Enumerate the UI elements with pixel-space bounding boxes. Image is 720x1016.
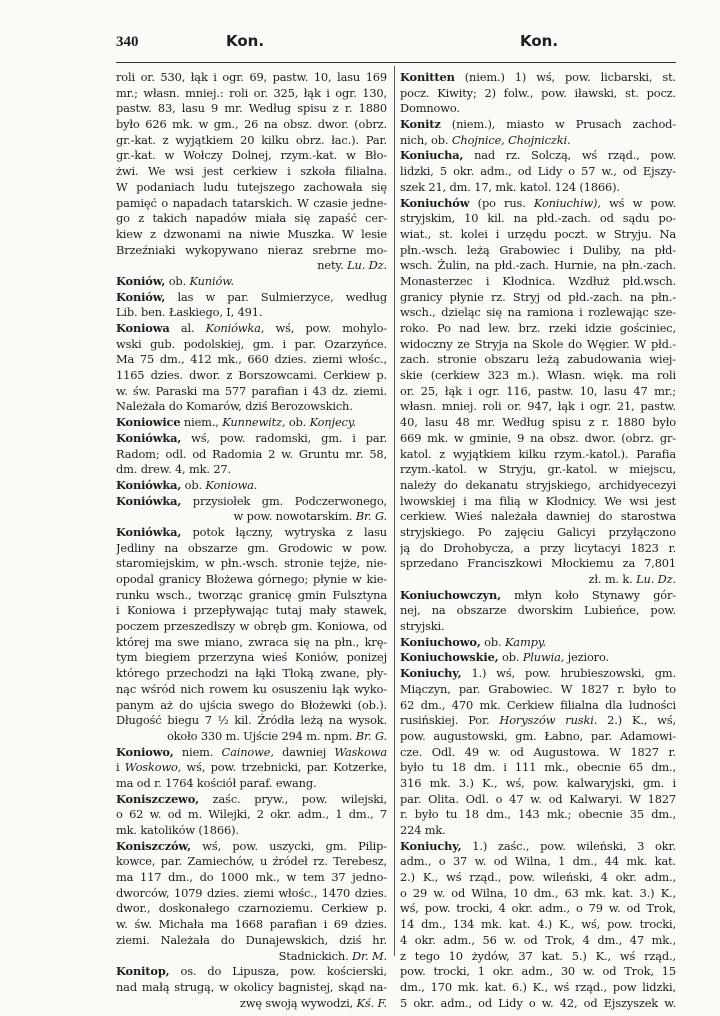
- right-column: [400, 70, 676, 1011]
- text-line: [400, 525, 676, 541]
- text-line: [116, 117, 387, 133]
- line-text: kowce, par. Zamiechów, u źródeł rz. Terebesz,: [116, 854, 387, 869]
- line-text: dm., 170 mk. kat. 6.) K., wś rząd., pow lidzki,: [400, 979, 676, 994]
- text-line: [116, 148, 387, 164]
- line-text: W podaniach ludu tutejszego zachowała się: [116, 179, 387, 194]
- line-text: ob.: [165, 273, 190, 288]
- line-text: w pow. nowotarskim.: [233, 509, 353, 524]
- text-line: [400, 713, 676, 729]
- text-line: [116, 603, 387, 619]
- text-line: [400, 384, 676, 400]
- left-column: [116, 70, 387, 1011]
- line-text: zaśc. pryw., pow. wilejski,: [198, 791, 387, 806]
- line-text: Domnowo.: [400, 101, 460, 116]
- line-text: pamięć o napadach tatarskich. W czasie jedne-: [116, 195, 387, 210]
- line-text: niem.: [173, 744, 222, 759]
- line-text: lwowskiej i ma filią w Kłodnicy. We wsi jest: [400, 493, 676, 508]
- line-text: nej, na obszarze dworskim Lubieńce, pow.: [400, 603, 676, 618]
- entry-headword: Koniszczewo,: [116, 791, 199, 806]
- line-text: Jedliny na obszarze gm. Grodowic w pow.: [116, 540, 387, 555]
- text-line: [116, 211, 387, 227]
- line-text: (po rus.: [469, 195, 534, 210]
- text-line: [400, 980, 676, 996]
- line-text: Ma 75 dm., 412 mk., 660 dzies. ziemi włośc.,: [116, 352, 387, 367]
- text-line: [400, 509, 676, 525]
- line-text: ją do Drohobycza, a przy licytacyi 1823 r.: [400, 540, 676, 555]
- italic-text: Cainowe,: [221, 744, 274, 759]
- text-line: [116, 996, 387, 1012]
- line-text: wś, pow. trzebnicki, par. Kotzerke,: [181, 760, 387, 775]
- running-head-left: Kon.: [226, 32, 265, 50]
- line-text: pow. trocki, 1 okr. adm., 30 w. od Trok, 15: [400, 964, 676, 979]
- line-text: rusińskiej. Por.: [400, 713, 500, 728]
- line-text: 62 dm., 470 mk. Cerkiew filialna dla ludności: [400, 697, 676, 712]
- text-line: [400, 196, 676, 212]
- text-line: [116, 525, 387, 541]
- line-text: pow. augustowski, gm. Łabno, par. Adamowi-: [400, 728, 676, 743]
- text-line: [116, 447, 387, 463]
- text-line: [400, 776, 676, 792]
- line-text: go z takich napadów miała się zapaść cer-: [116, 211, 387, 226]
- text-line: [116, 164, 387, 180]
- line-text: 2.) K., wś rząd., pow. wileński, 4 okr. adm.,: [400, 870, 676, 885]
- entry-headword: Koniowo,: [116, 744, 174, 759]
- text-line: [400, 635, 676, 651]
- line-text: 1.) wś, pow. hrubieszowski, gm.: [461, 666, 676, 681]
- line-text: poczem przeszedłszy w obręb gm. Koniowa, od: [116, 619, 387, 634]
- text-line: [116, 196, 387, 212]
- entry-headword: Koniuchowo,: [400, 634, 481, 649]
- line-text: 14 dm., 134 mk. kat. 4.) K., wś, pow. trocki,: [400, 917, 676, 932]
- italic-text: Koniowa.: [205, 477, 258, 492]
- text-line: [400, 729, 676, 745]
- text-line: [116, 901, 387, 917]
- line-text: 40, lasu 48 mr. Według spisu z r. 1880 było: [400, 415, 676, 430]
- line-text: w. św. Paraski ma 577 parafian i 43 dz. ziemi.: [116, 383, 387, 398]
- text-line: [400, 792, 676, 808]
- text-line: [116, 807, 387, 823]
- text-line: [400, 917, 676, 933]
- line-text: Brzeźniaki wykopywano nieraz srebrne mo-: [116, 242, 387, 257]
- italic-text: Kampy.: [504, 634, 546, 649]
- line-text: pastw. 83, lasu 9 mr. Według spisu z r. 1880: [116, 101, 387, 116]
- text-line: [116, 337, 387, 353]
- text-line: [116, 949, 387, 965]
- line-text: wś, pow. radomski, gm. i par.: [181, 430, 387, 445]
- text-line: [116, 227, 387, 243]
- text-line: [400, 101, 676, 117]
- line-text: dawniej: [273, 744, 335, 759]
- line-text: żwi. We wsi jest cerkiew i szkoła filialna.: [116, 164, 387, 179]
- text-line: [400, 274, 676, 290]
- line-text: własn. mniej. roli or. 947, łąk i ogr. 21, pastw.: [400, 399, 676, 414]
- line-text: szek 21, dm. 17, mk. katol. 124 (1866).: [400, 179, 620, 194]
- line-text: nich, ob.: [400, 132, 452, 147]
- line-text: r. było tu 18 dm., 143 mk.; obecnie 35 dm.,: [400, 807, 676, 822]
- text-line: [116, 745, 387, 761]
- text-line: [116, 86, 387, 102]
- text-line: [400, 760, 676, 776]
- line-text: dwor., doskonałego czarnoziemu. Cerkiew p.: [116, 901, 387, 916]
- line-text: ma od r. 1764 kościół paraf. ewang.: [116, 775, 317, 790]
- line-text: z tego 10 żydów, 37 kat. 5.) K., wś rząd.,: [400, 948, 676, 963]
- line-text: wski gub. podolskiej, gm. i par. Ozarzyńce.: [116, 336, 387, 351]
- line-text: Lib. ben. Łaskiego, I, 491.: [116, 305, 263, 320]
- text-line: [116, 180, 387, 196]
- text-line: [400, 352, 676, 368]
- text-line: [400, 807, 676, 823]
- text-line: [400, 447, 676, 463]
- line-text: należy do dekanatu stryjskiego, archidyecezyi: [400, 477, 676, 492]
- line-text: było 626 mk. w gm., 26 na obsz. dwor. (obrz.: [116, 117, 387, 132]
- text-line: [400, 399, 676, 415]
- line-text: Stadnickich.: [278, 948, 349, 963]
- text-line: [400, 650, 676, 666]
- text-line: [116, 399, 387, 415]
- entry-headword: Koniówka,: [116, 493, 182, 508]
- italic-text: Waskowa: [334, 744, 387, 759]
- line-text: gr.-kat. w Wołczy Dolnej, rzym.-kat. w Bło-: [116, 148, 387, 163]
- line-text: mr.; własn. mniej.: roli or. 325, łąk i ogr. 130,: [116, 85, 387, 100]
- entry-headword: Koniszczów,: [116, 838, 191, 853]
- page-header: [0, 30, 720, 54]
- text-line: [400, 415, 676, 431]
- line-text: Radom; odl. od Radomia 2 w. Gruntu mr. 58,: [116, 446, 387, 461]
- entry-headword: Koniuchy,: [400, 666, 462, 681]
- line-text: nad rz. Solczą, wś rząd., pow.: [463, 148, 676, 163]
- text-line: [116, 823, 387, 839]
- text-line: [116, 588, 387, 604]
- line-text: runku wsch., tworząc granicę gmin Fulsztyna: [116, 587, 387, 602]
- text-line: [116, 792, 387, 808]
- text-line: [116, 917, 387, 933]
- line-text: 669 mk. w gminie, 9 na obsz. dwor. (obrz. gr-: [400, 430, 676, 445]
- line-text: Długość biegu 7 ½ kil. Źródła leżą na wysok.: [116, 713, 387, 728]
- text-line: [116, 258, 387, 274]
- text-line: [116, 650, 387, 666]
- text-line: [400, 886, 676, 902]
- line-text: zł. m. k.: [588, 572, 633, 586]
- entry-headword: Koniuchy,: [400, 838, 462, 853]
- line-text: młyn koło Stynawy gór-: [500, 587, 676, 602]
- text-line: [400, 148, 676, 164]
- line-text: sprzedano Franciszkowi Młockiemu za 7,801: [400, 556, 676, 571]
- entry-headword: Koniucha,: [400, 148, 464, 163]
- line-text: ma 117 dm., do 1000 mk., w tem 37 jedno-: [116, 870, 387, 885]
- text-line: [400, 870, 676, 886]
- line-text: (niem.), miasto w Prusach zachod-: [440, 117, 676, 132]
- text-line: [400, 478, 676, 494]
- line-text: cerkiew. Wieś należała dawniej do starostwa: [400, 509, 676, 524]
- text-line: [116, 698, 387, 714]
- line-text: Monasterzec i Kłodnica. Wzdłuż płd.wsch.: [400, 273, 676, 288]
- text-line: [116, 572, 387, 588]
- line-text: Należała do Komarów, dziś Berozowskich.: [116, 399, 353, 414]
- line-text: opodal granicy Błożewa górnego; płynie w kie-: [116, 572, 387, 586]
- text-line: [116, 352, 387, 368]
- line-text: os. do Lipusza, pow. kościerski,: [169, 964, 387, 979]
- text-line: [116, 619, 387, 635]
- italic-text: Woskowo,: [124, 760, 182, 775]
- line-text: wś, pow. uszycki, gm. Pilip-: [190, 838, 387, 853]
- line-text: al.: [169, 321, 206, 335]
- text-line: [400, 117, 676, 133]
- line-text: i Koniowa i przepływając tutaj mały stawek,: [116, 603, 387, 618]
- text-line: [400, 949, 676, 965]
- line-text: w. św. Michała ma 1668 parafian i 69 dzies.: [116, 917, 387, 932]
- line-text: ziemi. Należała do Dunajewskich, dziś hr.: [116, 932, 387, 947]
- line-text: jezioro.: [564, 650, 609, 665]
- text-line: [116, 274, 387, 290]
- line-text: potok łączny, wytryska z lasu: [181, 524, 387, 539]
- line-text: zach. stronie obszaru leżą zabudowania wiej-: [400, 352, 676, 367]
- line-text: i: [116, 760, 125, 775]
- text-line: [116, 886, 387, 902]
- text-line: [116, 321, 387, 337]
- line-text: 5 okr. adm., od Lidy o w. 42, od Ejszyszek w.: [400, 995, 676, 1010]
- line-text: panym aż do ujścia swego do Błożewki (ob.).: [116, 697, 387, 712]
- text-line: [400, 180, 676, 196]
- text-line: [116, 870, 387, 886]
- text-line: [400, 588, 676, 604]
- line-text: kiew z dzwonami na niwie Muszka. W lesie: [116, 226, 387, 241]
- line-text: skie (cerkiew 323 m.). Własn. więk. ma roli: [400, 368, 676, 383]
- text-line: [400, 964, 676, 980]
- running-head-right: Kon.: [520, 32, 559, 50]
- line-text: par. Olita. Odl. o 47 w. od Kalwaryi. W 1827: [400, 791, 676, 806]
- text-line: [116, 541, 387, 557]
- entry-headword: Koniuchowskie,: [400, 650, 499, 665]
- text-line: [116, 509, 387, 525]
- text-line: [116, 776, 387, 792]
- text-line: [116, 682, 387, 698]
- text-line: [400, 854, 676, 870]
- italic-text: Chojnice, Chojniczki.: [451, 132, 571, 147]
- line-text: staromiejskim, w płn.-wsch. stronie tejże, nie-: [116, 556, 387, 571]
- line-text: którego przechodzi na łąki Tłoką zwane, pły-: [116, 666, 387, 681]
- line-text: nad małą strugą, w okolicy bagnistej, skąd na-: [116, 979, 387, 994]
- line-text: wiat., st. kolei i urzędu poczt. w Stryju. Na: [400, 226, 676, 241]
- line-text: granicy płynie rz. Stryj od płd.-zach. na płn.-: [400, 289, 676, 304]
- text-line: [400, 572, 676, 588]
- entry-headword: Koniów,: [116, 273, 166, 288]
- author-signature: Lu. Dz.: [636, 572, 676, 586]
- text-line: [116, 243, 387, 259]
- text-line: [400, 745, 676, 761]
- italic-text: Pluwia,: [522, 650, 565, 665]
- line-text: ob.: [498, 650, 523, 665]
- text-line: [400, 494, 676, 510]
- line-text: 316 mk. 3.) K., wś, pow. kalwaryjski, gm. i: [400, 775, 676, 790]
- page-number: 340: [116, 34, 139, 50]
- text-line: [400, 666, 676, 682]
- italic-text: Konjecy.: [309, 415, 357, 430]
- text-line: [116, 964, 387, 980]
- author-signature: Dr. M.: [352, 948, 387, 963]
- entry-headword: Konitz: [400, 117, 441, 132]
- line-text: tym biegiem przerzyna wieś Koniów, ponizej: [116, 650, 387, 665]
- text-line: [400, 603, 676, 619]
- text-line: [400, 823, 676, 839]
- text-line: [116, 368, 387, 384]
- text-line: [116, 839, 387, 855]
- text-line: [400, 337, 676, 353]
- text-line: [116, 133, 387, 149]
- line-text: las w par. Sulmierzyce, według: [165, 289, 387, 304]
- italic-text: Horyszów ruski.: [499, 713, 598, 728]
- text-line: [116, 494, 387, 510]
- line-text: katol. z wyjątkiem kilku rzym.-katol.). Parafia: [400, 446, 676, 461]
- text-line: [116, 635, 387, 651]
- header-rule: [116, 62, 676, 63]
- line-text: wś, pow. mohylo-: [264, 321, 387, 335]
- text-line: [400, 933, 676, 949]
- line-text: (niem.) 1) wś, pow. licbarski, st.: [454, 70, 676, 84]
- text-line: [400, 619, 676, 635]
- text-line: [400, 431, 676, 447]
- line-text: niem.,: [180, 415, 223, 430]
- text-line: [400, 556, 676, 572]
- text-line: [400, 996, 676, 1012]
- line-text: o 29 w. od Wilna, 10 dm., 63 mk. kat. 3.) K.,: [400, 885, 676, 900]
- text-line: [400, 133, 676, 149]
- entry-headword: Koniów,: [116, 289, 166, 304]
- line-text: o 62 w. od m. Wilejki, 2 okr. adm., 1 dm., 7: [116, 807, 387, 822]
- text-line: [400, 258, 676, 274]
- text-line: [116, 431, 387, 447]
- text-line: [400, 698, 676, 714]
- line-text: stryjski.: [400, 619, 445, 634]
- entry-headword: Koniowice: [116, 415, 181, 430]
- text-line: [400, 541, 676, 557]
- line-text: 2.) K., wś,: [597, 713, 676, 728]
- line-text: 1.) zaśc., pow. wileński, 3 okr.: [461, 838, 676, 853]
- entry-headword: Koniówka,: [116, 430, 182, 445]
- line-text: której ma swe miano, zwraca się na płn., krę-: [116, 634, 387, 649]
- author-signature: Kś. F.: [356, 995, 387, 1010]
- line-text: Miączyn, par. Grabowiec. W 1827 r. było to: [400, 681, 676, 696]
- line-text: zwę swoją wywodzi,: [239, 995, 354, 1010]
- entry-headword: Konitop,: [116, 964, 170, 979]
- italic-text: Koniówka,: [205, 321, 265, 335]
- line-text: cze. Odl. 49 w. od Augustowa. W 1827 r.: [400, 744, 676, 759]
- text-line: [116, 462, 387, 478]
- line-text: stryjskiego. Po zajęciu Galicyi przyłączono: [400, 524, 676, 539]
- line-text: gr.-kat. z wyjątkiem 20 kilku obrz. łac.). Par.: [116, 132, 387, 147]
- text-line: [400, 682, 676, 698]
- entry-headword: Konitten: [400, 70, 455, 84]
- italic-text: Kuniów.: [189, 273, 234, 288]
- text-line: [116, 933, 387, 949]
- text-line: [400, 305, 676, 321]
- line-text: wsch., dzieląc się na ramiona i rozlewając sze-: [400, 305, 676, 320]
- line-text: wsch. Żulin, na płd.-zach. Hurnie, na płn.-zach.: [400, 258, 676, 273]
- text-line: [116, 729, 387, 745]
- text-line: [116, 384, 387, 400]
- text-line: [400, 290, 676, 306]
- line-text: roko. Po nad lew. brz. rzeki idzie gościniec,: [400, 321, 676, 335]
- entry-headword: Koniówka,: [116, 477, 182, 492]
- text-line: [116, 290, 387, 306]
- line-text: stryjskim, 10 kil. na płd.-zach. od sądu po-: [400, 211, 676, 226]
- entry-headword: Koniówka,: [116, 524, 182, 539]
- line-text: było tu 18 dm. i 111 mk., obecnie 65 dm.,: [400, 760, 676, 775]
- italic-text: Kunnewitz,: [222, 415, 286, 430]
- author-signature: Br. G.: [355, 728, 387, 743]
- line-text: 1165 dzies. dwor. z Borszowcami. Cerkiew p.: [116, 368, 387, 383]
- line-text: adm., o 37 w. od Wilna, 1 dm., 44 mk. kat.: [400, 854, 676, 869]
- text-line: [116, 980, 387, 996]
- line-text: ob.: [181, 477, 206, 492]
- text-line: [400, 462, 676, 478]
- line-text: dworców, 1079 dzies. ziemi włośc., 1470 dzies.: [116, 885, 387, 900]
- text-line: [400, 164, 676, 180]
- line-text: rzym.-katol. w Stryju, gr.-katol. w miejscu,: [400, 462, 676, 477]
- italic-text: Koniuchiw),: [533, 195, 601, 210]
- text-line: [400, 227, 676, 243]
- line-text: nety.: [317, 258, 344, 273]
- entry-headword: Koniuchowczyn,: [400, 587, 501, 602]
- text-line: [116, 854, 387, 870]
- entry-headword: Koniuchów: [400, 195, 470, 210]
- text-line: [116, 760, 387, 776]
- entry-headword: Koniowa: [116, 321, 170, 335]
- text-line: [400, 321, 676, 337]
- text-line: [116, 556, 387, 572]
- text-line: [400, 70, 676, 86]
- author-signature: Lu. Dz.: [347, 258, 387, 273]
- line-text: mk. katolików (1866).: [116, 823, 239, 837]
- text-line: [116, 101, 387, 117]
- text-line: [116, 666, 387, 682]
- text-line: [400, 243, 676, 259]
- text-line: [116, 713, 387, 729]
- line-text: nąc wśród nich rowem ku osuszeniu łąk wyko-: [116, 681, 387, 696]
- line-text: około 330 m. Ujście 294 m. npm.: [166, 728, 353, 743]
- author-signature: Br. G.: [355, 509, 387, 524]
- text-line: [116, 305, 387, 321]
- line-text: pocz. Kiwity; 2) folw., pow. iławski, st. pocz.: [400, 85, 676, 100]
- text-line: [116, 415, 387, 431]
- text-line: [400, 368, 676, 384]
- text-line: [116, 70, 387, 86]
- line-text: płn.-wsch. leżą Grabowiec i Duliby, na płd-: [400, 242, 676, 257]
- line-text: wś w pow.: [600, 195, 676, 210]
- line-text: 4 okr. adm., 56 w. od Trok, 4 dm., 47 mk.,: [400, 932, 676, 947]
- line-text: lidzki, 5 okr. adm., od Lidy o 57 w., od Ejszy-: [400, 164, 676, 179]
- line-text: ob.: [285, 415, 310, 430]
- column-divider: [394, 66, 395, 956]
- line-text: roli or. 530, łąk i ogr. 69, pastw. 10, lasu 169: [116, 70, 387, 84]
- line-text: przysiołek gm. Podczerwonego,: [181, 493, 387, 508]
- line-text: or. 25, łąk i ogr. 116, pastw. 10, lasu 47 mr.;: [400, 383, 676, 398]
- text-line: [400, 901, 676, 917]
- text-line: [116, 478, 387, 494]
- text-line: [400, 839, 676, 855]
- line-text: 224 mk.: [400, 823, 446, 837]
- text-line: [400, 86, 676, 102]
- line-text: widoczny ze Stryja na Skole do Węgier. W płd.-: [400, 336, 676, 351]
- line-text: ob.: [480, 634, 505, 649]
- line-text: wś, pow. trocki, 4 okr. adm., o 79 w. od Trok,: [400, 901, 676, 916]
- line-text: dm. drew. 4, mk. 27.: [116, 462, 231, 477]
- text-line: [400, 211, 676, 227]
